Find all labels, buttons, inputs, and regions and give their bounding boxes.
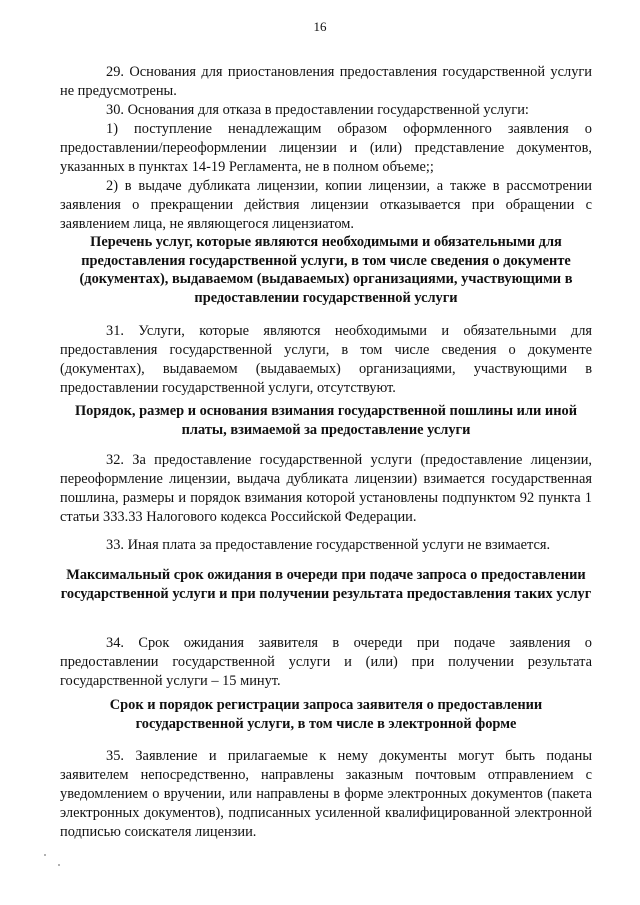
paragraph-30-item-2: 2) в выдаче дубликата лицензии, копии лицензии, а также в рассмотрении заявления о прекращении действия лицензии отказывается при обращении с заявлением лица, не являющегося лицензиатом. <box>60 178 592 232</box>
page-number: 16 <box>313 19 327 34</box>
heading-request-registration: Срок и порядок регистрации запроса заявителя о предоставлении государственной услуги, в том числе в электронной форме <box>109 697 543 732</box>
paragraph-35: 35. Заявление и прилагаемые к нему документы могут быть поданы заявителем непосредственно, направлены заказным почтовым отправлением с уведомлением о вручении, или направлены в форме электронных документов (пакета электронных документов), подписанных усиленной квалифицированной электронной подписью соискателя лицензии. <box>60 748 592 840</box>
paragraph-30: 30. Основания для отказа в предоставлении государственной услуги: <box>106 102 529 118</box>
paragraph-31: 31. Услуги, которые являются необходимыми и обязательными для предоставления государственной услуги, в том числе сведения о документе (документах), выдаваемом (выдаваемых) организациями, участвующими в предоставлении государственной услуги, отсутствуют. <box>60 323 592 396</box>
paragraph-32: 32. За предоставление государственной услуги (предоставление лицензии, переоформление лицензии, выдача дубликата лицензии) взимается государственная пошлина, размеры и порядок взимания которой установлены подпунктом 92 пункта 1 статьи 333.33 Налогового кодекса Российской Федерации. <box>60 452 592 525</box>
heading-state-fee: Порядок, размер и основания взимания государственной пошлины или иной платы, взимаемой за предоставление услуги <box>74 403 578 438</box>
scan-speck <box>58 864 60 866</box>
paragraph-33: 33. Иная плата за предоставление государственной услуги не взимается. <box>106 537 551 553</box>
heading-required-services: Перечень услуг, которые являются необходимыми и обязательными для предоставления государственной услуги, в том числе сведения о документе (документах), выдаваемом (выдаваемых) организациями, участвующими в предоставлении государственной услуги <box>79 234 573 306</box>
scan-speck <box>44 854 46 856</box>
heading-queue-wait-time: Максимальный срок ожидания в очереди при подаче запроса о предоставлении государственной услуги и при получении результата предоставления таких услуг <box>60 567 592 602</box>
paragraph-29: 29. Основания для приостановления предоставления государственной услуги не предусмотрены. <box>60 64 592 99</box>
paragraph-34: 34. Срок ожидания заявителя в очереди при подаче заявления о предоставлении государственной услуги и (или) при получении результата государственной услуги – 15 минут. <box>60 635 592 689</box>
paragraph-30-item-1: 1) поступление ненадлежащим образом оформленного заявления о предоставлении/переоформлении лицензии и (или) представление документов, указанных в пунктах 14-19 Регламента, не в полном объеме;; <box>60 121 592 175</box>
